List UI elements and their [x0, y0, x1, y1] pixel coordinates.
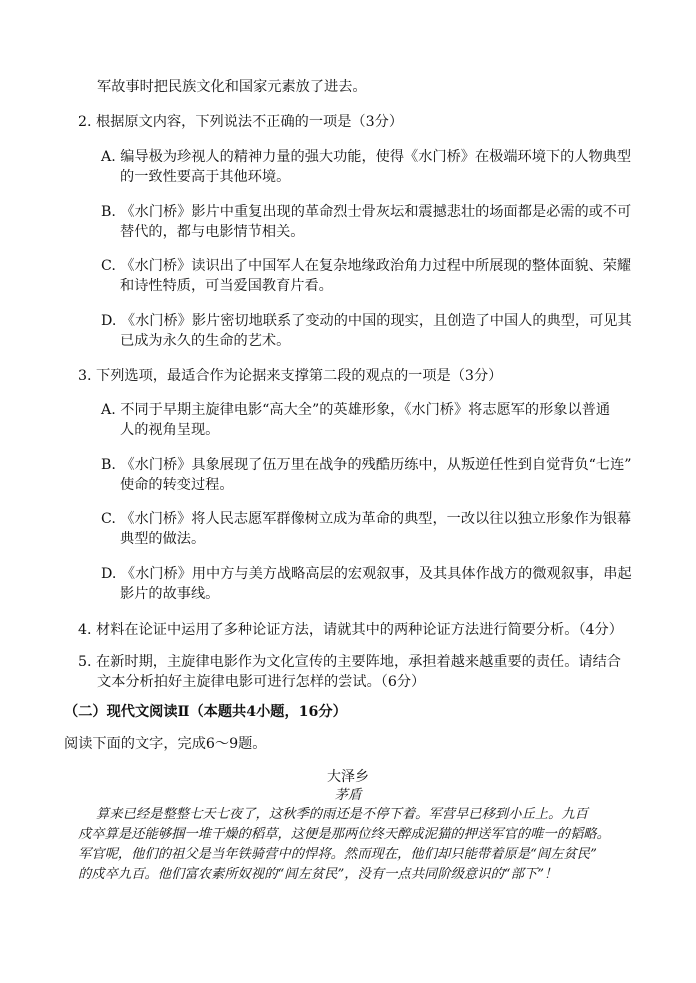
- story-paragraph-line: 戍卒算是还能够掴一堆干燥的稻草，这便是那两位终天醉成泥猫的押送军官的唯一的韬略。: [78, 827, 610, 842]
- passage-continuation: 军故事时把民族文化和国家元素放了进去。: [97, 79, 367, 95]
- question-2-option-c-cont: 和诗性特质，可当爱国教育片看。: [120, 278, 333, 294]
- story-author: 茅盾: [334, 787, 362, 803]
- question-3-option-c-cont: 典型的做法。: [120, 531, 206, 547]
- question-3-option-a: A. 不同于早期主旋律电影“高大全”的英雄形象，《水门桥》将志愿军的形象以普通: [101, 402, 611, 418]
- question-3-option-b-cont: 使命的转变过程。: [120, 477, 234, 493]
- story-title: 大泽乡: [327, 769, 369, 785]
- story-paragraph-line: 算来已经是整整七天七夜了，这秋季的雨还是不停下着。军营早已移到小丘上。九百: [96, 807, 588, 822]
- question-2-option-a: A. 编导极为珍视人的精神力量的强大功能，使得《水门桥》在极端环境下的人物典型: [101, 149, 632, 165]
- section-heading: （二）现代文阅读Ⅱ（本题共4小题，16分）: [64, 704, 347, 720]
- story-paragraph-line: 的戍卒九百。他们富农素所奴视的“闾左贫民”，没有一点共同阶级意识的“部下”！: [78, 867, 558, 882]
- question-2-stem: 2. 根据原文内容，下列说法不正确的一项是（3分）: [78, 114, 404, 130]
- reading-instruction: 阅读下面的文字，完成6～9题。: [64, 736, 267, 752]
- question-2-option-d: D. 《水门桥》影片密切地联系了变动的中国的现实，且创造了中国人的典型，可见其: [101, 313, 632, 329]
- question-5: 5. 在新时期，主旋律电影作为文化宣传的主要阵地，承担着越来越重要的责任。请结合: [78, 654, 621, 670]
- question-2-option-d-cont: 已成为永久的生命的艺术。: [120, 333, 291, 349]
- question-3-option-a-cont: 人的视角呈现。: [120, 422, 220, 438]
- question-2-option-b: B. 《水门桥》影片中重复出现的革命烈士骨灰坛和震撼悲壮的场面都是必需的或不可: [101, 204, 632, 220]
- question-3-option-d-cont: 影片的故事线。: [120, 586, 220, 602]
- question-2-option-b-cont: 替代的，都与电影情节相关。: [120, 224, 305, 240]
- question-3-option-b: B. 《水门桥》具象展现了伍万里在战争的残酷历练中，从叛逆任性到自觉背负“七连”: [101, 457, 632, 473]
- question-4: 4. 材料在论证中运用了多种论证方法，请就其中的两种论证方法进行简要分析。（4分）: [78, 622, 623, 638]
- story-paragraph-line: 军官呢，他们的祖父是当年铁骑营中的悍将。然而现在，他们却只能带着原是“闾左贫民”: [78, 847, 597, 862]
- question-3-option-d: D. 《水门桥》用中方与美方战略高层的宏观叙事，及其具体作战方的微观叙事，串起: [101, 566, 632, 582]
- question-2-option-a-cont: 的一致性要高于其他环境。: [120, 169, 291, 185]
- question-2-option-c: C. 《水门桥》读识出了中国军人在复杂地缘政治角力过程中所展现的整体面貌、荣耀: [101, 258, 632, 274]
- question-3-stem: 3. 下列选项，最适合作为论据来支撑第二段的观点的一项是（3分）: [78, 368, 503, 384]
- question-5-cont: 文本分析拍好主旋律电影可进行怎样的尝试。（6分）: [97, 674, 426, 690]
- question-3-option-c: C. 《水门桥》将人民志愿军群像树立成为革命的典型，一改以往以独立形象作为银幕: [101, 511, 632, 527]
